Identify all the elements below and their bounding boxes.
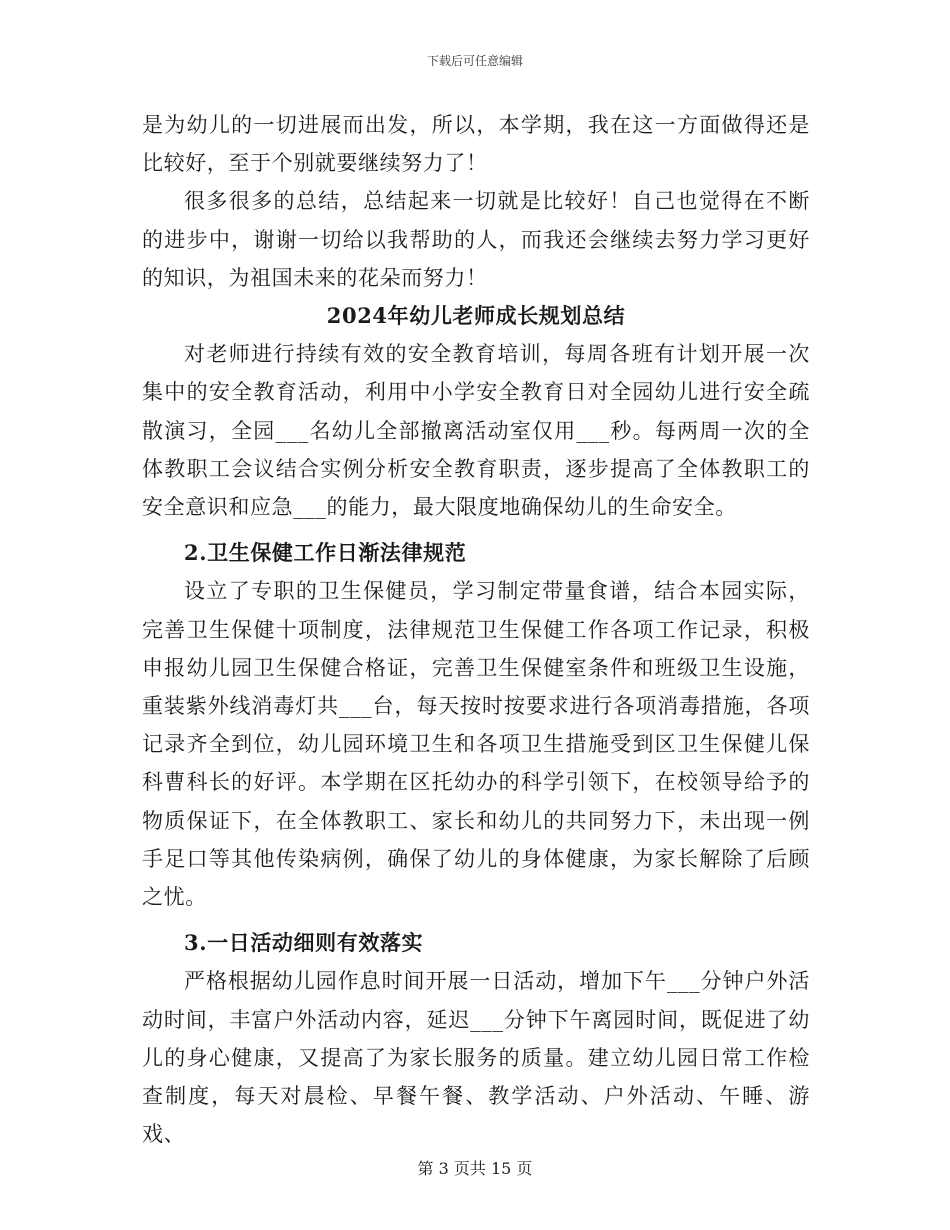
subheading-daily-activities: 3.一日活动细则有效落实 xyxy=(184,930,424,956)
paragraph-safety-training: 对老师进行持续有效的安全教育培训，每周各班有计划开展一次集中的安全教育活动，利用中小学安全教育日对全园幼儿进行安全疏散演习，全园___名幼儿全部撤离活动室仅用___秒。每两周一次的全体教职工会议结合实例分析安全教育职责，逐步提高了全体教职工的安全意识和应急___的能力，最大限度地确保幼儿的生命安全。 xyxy=(142,342,810,520)
paragraph-health-care: 设立了专职的卫生保健员，学习制定带量食谱，结合本园实际，完善卫生保健十项制度，法律规范卫生保健工作各项工作记录，积极申报幼儿园卫生保健合格证，完善卫生保健室条件和班级卫生设施，重装紫外线消毒灯共___台，每天按时按要求进行各项消毒措施，各项记录齐全到位，幼儿园环境卫生和各项卫生措施受到区卫生保健儿保科曹科长的好评。本学期在区托幼办的科学引领下，在校领导给予的物质保证下，在全体教职工、家长和幼儿的共同努力下，未出现一例手足口等其他传染病例，确保了幼儿的身体健康，为家长解除了后顾之忧。 xyxy=(142,579,810,910)
subheading-health-care: 2.卫生保健工作日渐法律规范 xyxy=(184,540,467,566)
section-title: 2024年幼儿老师成长规划总结 xyxy=(326,303,626,329)
paragraph-summary: 很多很多的总结，总结起来一切就是比较好！自己也觉得在不断的进步中，谢谢一切给以我帮助的人，而我还会继续去努力学习更好的知识，为祖国未来的花朵而努力！ xyxy=(142,189,810,290)
page-footer: 第 3 页共 15 页 xyxy=(417,1159,533,1178)
paragraph-daily-activities: 严格根据幼儿园作息时间开展一日活动，增加下午___分钟户外活动时间，丰富户外活动内容，延迟___分钟下午离园时间，既促进了幼儿的身心健康，又提高了为家长服务的质量。建立幼儿园日常工作检查制度，每天对晨检、早餐午餐、教学活动、户外活动、午睡、游戏、 xyxy=(142,969,810,1147)
document-body xyxy=(142,106,810,1153)
page-header: 下载后可任意编辑 xyxy=(426,54,523,68)
paragraph-continuation: 是为幼儿的一切进展而出发，所以，本学期，我在这一方面做得还是比较好，至于个别就要继续努力了！ xyxy=(142,113,810,176)
